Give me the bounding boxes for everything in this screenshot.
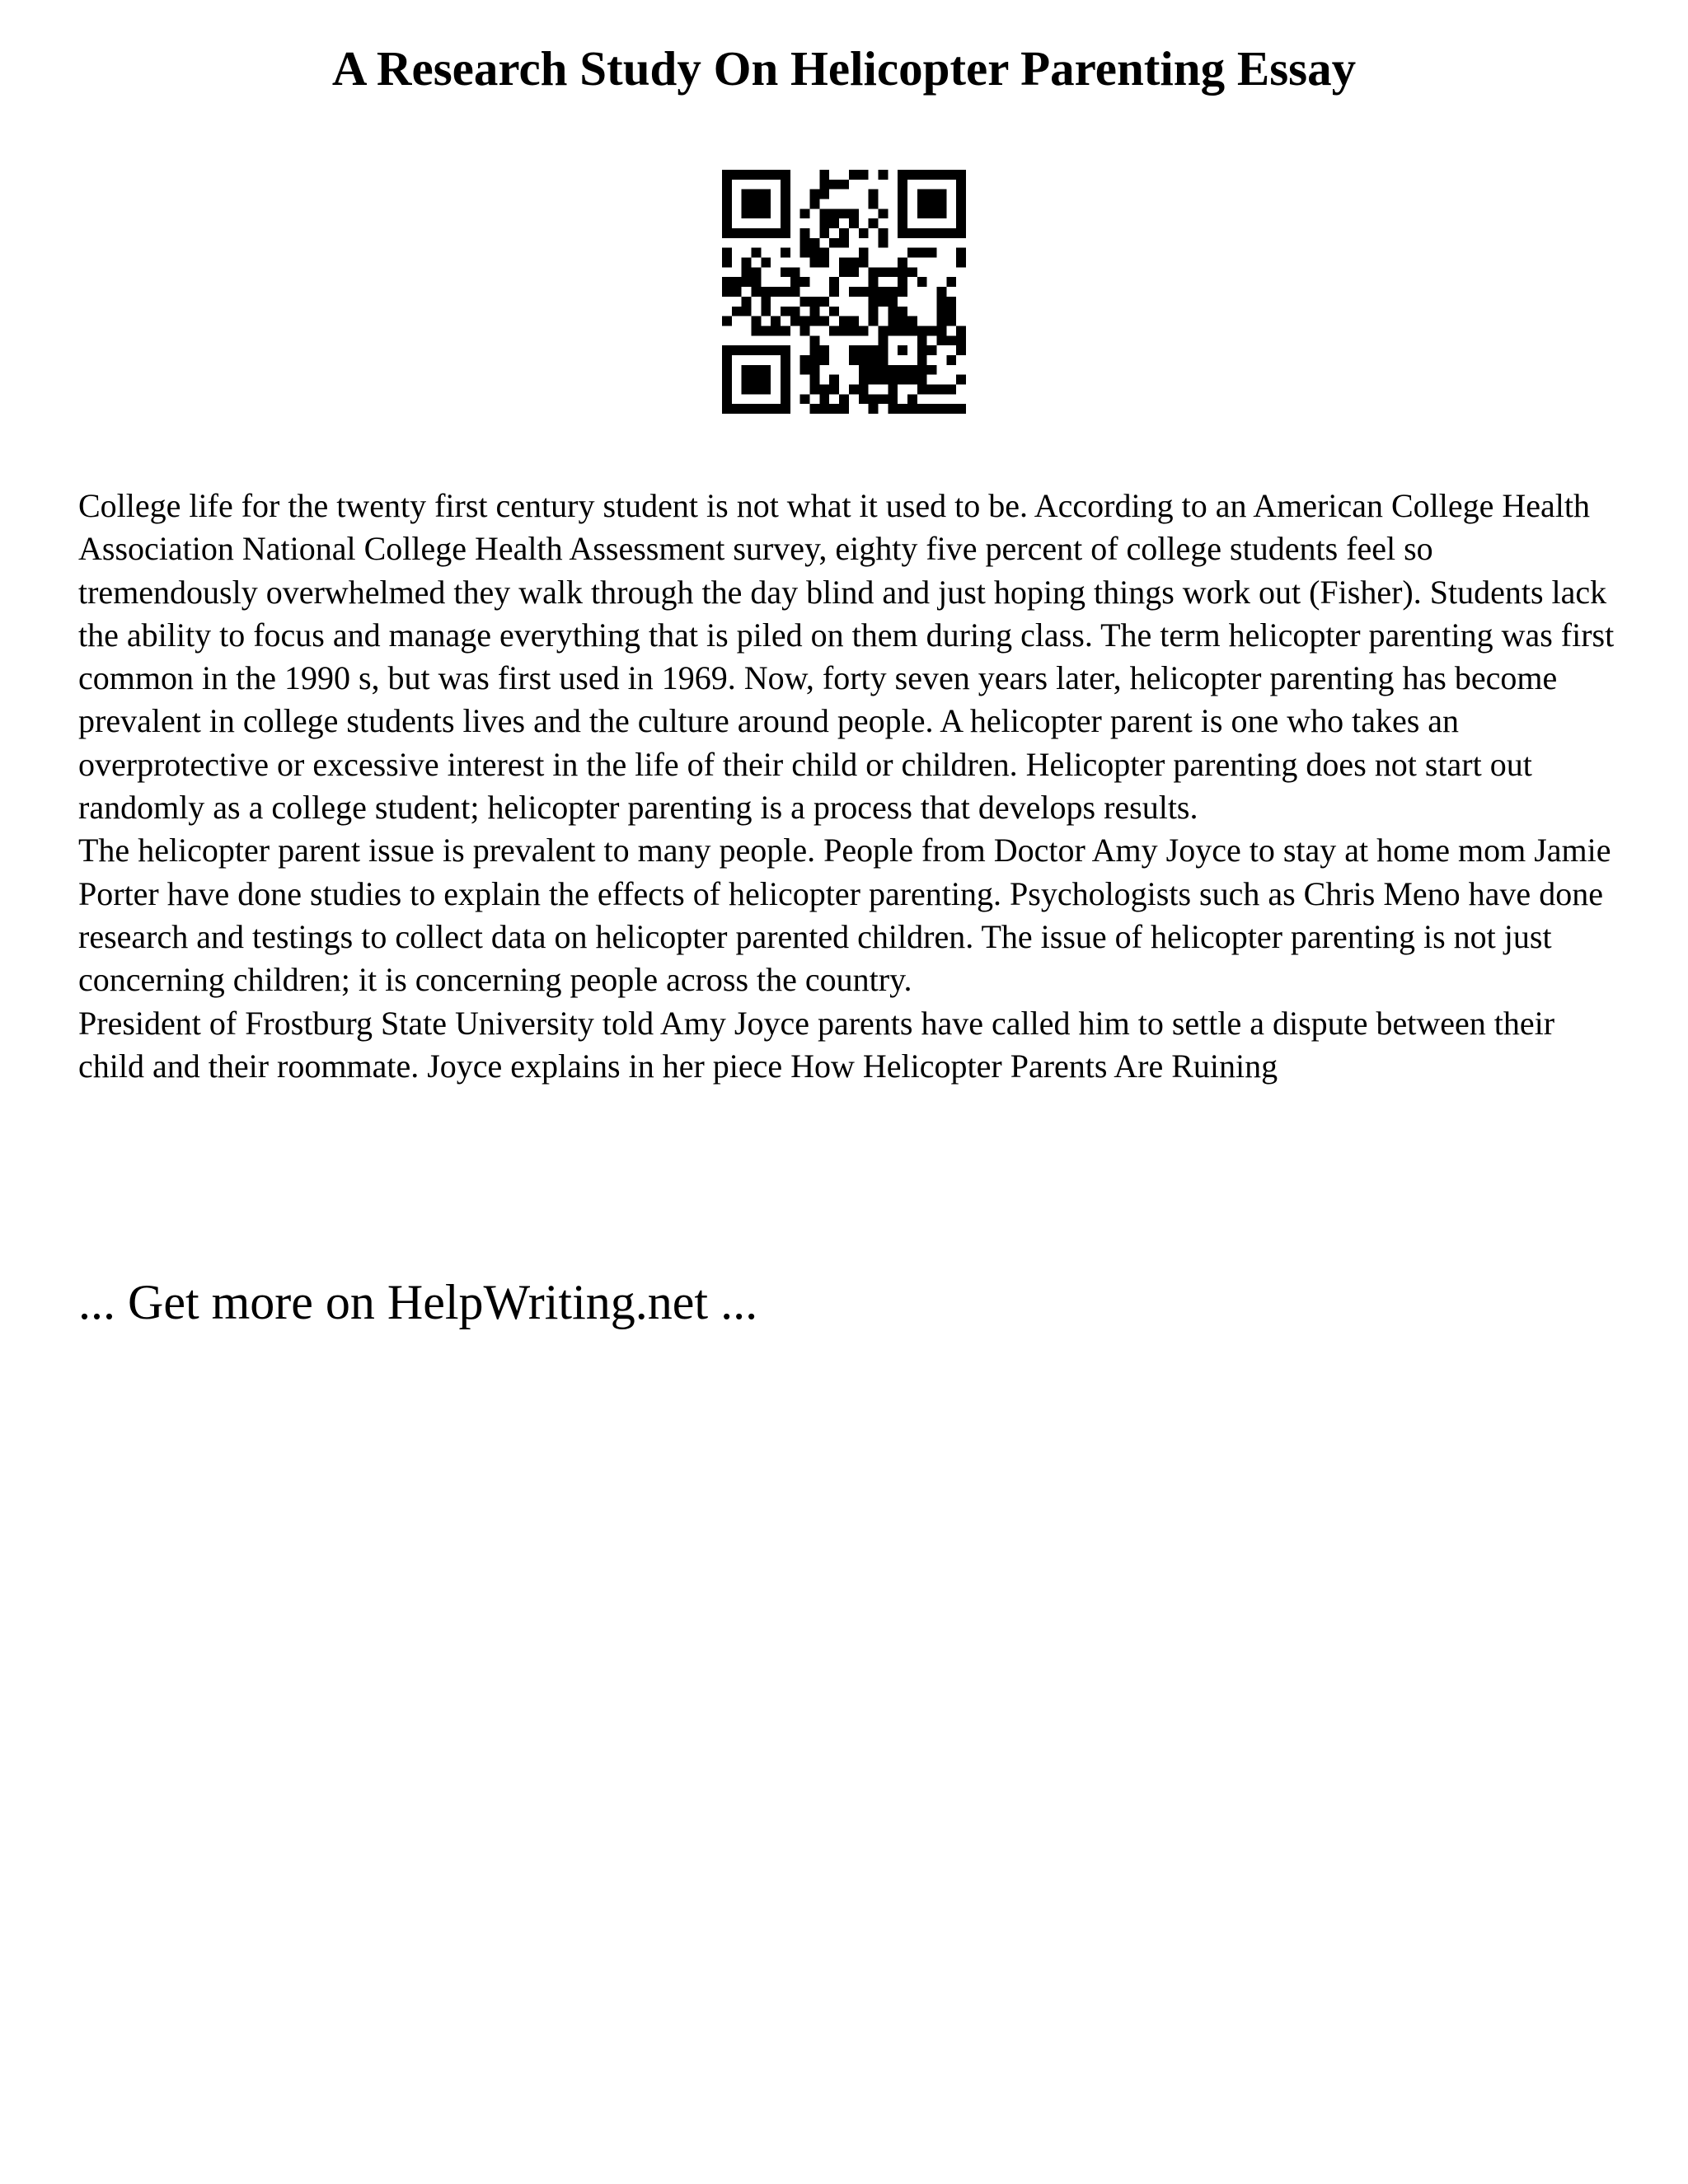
qr-module bbox=[732, 307, 742, 316]
qr-module bbox=[839, 326, 849, 335]
qr-module bbox=[819, 345, 829, 355]
qr-module bbox=[956, 404, 966, 414]
qr-module bbox=[810, 307, 820, 316]
qr-module bbox=[898, 375, 907, 385]
qr-timing bbox=[781, 248, 790, 258]
qr-module bbox=[819, 190, 829, 199]
qr-module bbox=[819, 170, 829, 180]
qr-module bbox=[752, 267, 762, 277]
qr-finder-top-left bbox=[742, 190, 771, 219]
qr-module bbox=[800, 365, 810, 375]
qr-module bbox=[956, 248, 966, 258]
qr-module bbox=[869, 365, 879, 375]
qr-module bbox=[888, 375, 898, 385]
qr-module bbox=[869, 307, 879, 316]
qr-module bbox=[898, 267, 907, 277]
qr-module bbox=[878, 170, 888, 180]
get-more-link[interactable]: ... Get more on HelpWriting.net ... bbox=[78, 1275, 758, 1329]
qr-module bbox=[888, 394, 898, 404]
qr-module bbox=[898, 316, 907, 326]
qr-module bbox=[878, 267, 888, 277]
qr-module bbox=[869, 218, 879, 228]
qr-module bbox=[761, 287, 771, 297]
qr-module bbox=[829, 218, 839, 228]
qr-alignment bbox=[878, 326, 888, 374]
qr-module bbox=[790, 277, 800, 287]
qr-module bbox=[859, 170, 869, 180]
qr-module bbox=[849, 345, 859, 355]
qr-module bbox=[761, 297, 771, 307]
qr-module bbox=[869, 297, 879, 307]
qr-module bbox=[819, 180, 829, 190]
qr-module bbox=[888, 267, 898, 277]
qr-module bbox=[790, 287, 800, 297]
qr-finder-top-left bbox=[722, 228, 790, 238]
qr-module bbox=[829, 180, 839, 190]
qr-module bbox=[829, 287, 839, 297]
qr-finder-top-left bbox=[781, 170, 790, 238]
qr-timing bbox=[878, 228, 888, 238]
qr-module bbox=[907, 267, 917, 277]
qr-module bbox=[878, 287, 888, 297]
qr-module bbox=[927, 248, 937, 258]
qr-module bbox=[752, 326, 762, 335]
qr-timing bbox=[800, 228, 810, 238]
qr-module bbox=[917, 277, 927, 287]
qr-module bbox=[761, 307, 771, 316]
qr-module bbox=[819, 258, 829, 268]
qr-timing bbox=[781, 326, 790, 335]
qr-module bbox=[859, 345, 869, 355]
qr-module bbox=[810, 297, 820, 307]
qr-module bbox=[898, 287, 907, 297]
qr-module bbox=[956, 345, 966, 355]
qr-module bbox=[849, 258, 859, 268]
qr-module bbox=[761, 326, 771, 335]
qr-module bbox=[956, 375, 966, 385]
qr-module bbox=[936, 326, 946, 335]
qr-module bbox=[839, 209, 849, 218]
qr-timing bbox=[781, 267, 790, 277]
qr-module bbox=[722, 287, 732, 297]
qr-finder-top-right bbox=[898, 170, 966, 180]
qr-module bbox=[722, 258, 732, 268]
qr-module bbox=[878, 394, 888, 404]
qr-module bbox=[800, 355, 810, 365]
qr-module bbox=[819, 355, 829, 365]
qr-module bbox=[869, 394, 879, 404]
qr-module bbox=[829, 326, 839, 335]
qr-module bbox=[790, 316, 800, 326]
qr-module bbox=[898, 277, 907, 287]
qr-module bbox=[907, 404, 917, 414]
qr-module bbox=[859, 326, 869, 335]
qr-module bbox=[819, 218, 829, 228]
qr-module bbox=[878, 238, 888, 248]
qr-module bbox=[829, 238, 839, 248]
qr-finder-top-left bbox=[722, 170, 732, 238]
qr-timing bbox=[859, 228, 869, 238]
qr-module bbox=[927, 404, 937, 414]
qr-module bbox=[829, 404, 839, 414]
qr-module bbox=[771, 316, 781, 326]
qr-module bbox=[839, 267, 849, 277]
qr-module bbox=[742, 267, 752, 277]
qr-timing bbox=[839, 228, 849, 238]
qr-module bbox=[898, 258, 907, 268]
qr-module bbox=[800, 277, 810, 287]
qr-module bbox=[859, 355, 869, 365]
qr-module bbox=[722, 248, 732, 258]
paragraph-3: President of Frostburg State University told Amy Joyce parents have called him to settle a dispute between their child and their roommate. Joyce explains in her piece How Helicopter Parents Are Ruining bbox=[78, 1004, 1555, 1085]
qr-module bbox=[907, 394, 917, 404]
qr-module bbox=[810, 199, 820, 209]
qr-module bbox=[888, 404, 898, 414]
qr-module bbox=[849, 209, 859, 218]
qr-module bbox=[878, 297, 888, 307]
qr-module bbox=[752, 248, 762, 258]
qr-module bbox=[849, 287, 859, 297]
qr-module bbox=[742, 297, 752, 307]
qr-module bbox=[869, 375, 879, 385]
qr-module bbox=[849, 316, 859, 326]
qr-module bbox=[839, 180, 849, 190]
qr-module bbox=[888, 297, 898, 307]
qr-module bbox=[829, 307, 839, 316]
qr-module bbox=[956, 258, 966, 268]
qr-finder-bottom-left bbox=[742, 365, 771, 395]
qr-module bbox=[849, 267, 859, 277]
qr-module bbox=[927, 326, 937, 335]
qr-module bbox=[878, 209, 888, 218]
qr-module bbox=[810, 365, 820, 375]
qr-module bbox=[907, 316, 917, 326]
qr-module bbox=[927, 384, 937, 394]
qr-module bbox=[927, 345, 937, 355]
qr-finder-top-left bbox=[722, 170, 790, 180]
qr-module bbox=[742, 258, 752, 268]
qr-module bbox=[878, 375, 888, 385]
qr-module bbox=[956, 326, 966, 335]
qr-module bbox=[829, 375, 839, 385]
qr-module bbox=[849, 218, 859, 228]
qr-module bbox=[800, 297, 810, 307]
essay-body bbox=[78, 485, 1620, 1088]
qr-module bbox=[898, 404, 907, 414]
qr-module bbox=[819, 394, 829, 404]
qr-module bbox=[946, 384, 956, 394]
qr-module bbox=[859, 365, 869, 375]
qr-module bbox=[839, 238, 849, 248]
qr-module bbox=[810, 355, 820, 365]
qr-module bbox=[810, 316, 820, 326]
qr-alignment bbox=[917, 326, 927, 374]
qr-module bbox=[800, 248, 810, 258]
qr-module bbox=[917, 384, 927, 394]
qr-timing bbox=[781, 307, 790, 316]
qr-module bbox=[888, 316, 898, 326]
qr-module bbox=[917, 375, 927, 385]
qr-module bbox=[829, 209, 839, 218]
qr-module bbox=[829, 384, 839, 394]
qr-module bbox=[869, 287, 879, 297]
qr-finder-top-right bbox=[917, 190, 947, 219]
page-title: A Research Study On Helicopter Parenting Essay bbox=[331, 41, 1357, 96]
qr-module bbox=[907, 248, 917, 258]
qr-module bbox=[839, 258, 849, 268]
qr-module bbox=[771, 326, 781, 335]
qr-module bbox=[849, 326, 859, 335]
qr-module bbox=[869, 355, 879, 365]
qr-module bbox=[869, 190, 879, 199]
qr-module bbox=[849, 384, 859, 394]
qr-module bbox=[956, 335, 966, 345]
qr-module bbox=[771, 287, 781, 297]
qr-module bbox=[859, 287, 869, 297]
qr-finder-bottom-left bbox=[781, 345, 790, 414]
qr-module bbox=[839, 316, 849, 326]
qr-module bbox=[946, 307, 956, 316]
qr-module bbox=[722, 316, 732, 326]
qr-module bbox=[936, 316, 946, 326]
qr-code-graphic bbox=[722, 170, 966, 414]
qr-finder-bottom-left bbox=[722, 404, 790, 414]
qr-module bbox=[810, 335, 820, 345]
qr-module bbox=[819, 404, 829, 414]
qr-module bbox=[936, 404, 946, 414]
qr-module bbox=[732, 277, 742, 287]
qr-module bbox=[839, 404, 849, 414]
qr-module bbox=[810, 404, 820, 414]
qr-module bbox=[917, 404, 927, 414]
qr-module bbox=[819, 316, 829, 326]
qr-module bbox=[722, 277, 732, 287]
qr-module bbox=[936, 384, 946, 394]
qr-module bbox=[907, 375, 917, 385]
qr-module bbox=[800, 238, 810, 248]
qr-module bbox=[732, 287, 742, 297]
qr-module bbox=[859, 248, 869, 258]
qr-timing bbox=[781, 287, 790, 297]
qr-module bbox=[946, 404, 956, 414]
qr-code-icon bbox=[722, 170, 966, 414]
qr-module bbox=[761, 258, 771, 268]
qr-finder-bottom-left bbox=[722, 345, 790, 355]
qr-finder-top-right bbox=[956, 170, 966, 238]
qr-module bbox=[859, 384, 869, 394]
qr-module bbox=[800, 326, 810, 335]
qr-module bbox=[752, 277, 762, 287]
qr-module bbox=[810, 384, 820, 394]
qr-module bbox=[888, 384, 898, 394]
qr-module bbox=[869, 345, 879, 355]
qr-module bbox=[819, 384, 829, 394]
qr-module bbox=[869, 316, 879, 326]
qr-module bbox=[742, 307, 752, 316]
qr-module bbox=[946, 355, 956, 365]
qr-timing bbox=[819, 228, 829, 238]
qr-module bbox=[810, 248, 820, 258]
qr-module bbox=[946, 316, 956, 326]
qr-module bbox=[936, 287, 946, 297]
qr-module bbox=[869, 267, 879, 277]
qr-finder-bottom-left bbox=[722, 345, 732, 414]
qr-module bbox=[849, 170, 859, 180]
qr-module bbox=[898, 307, 907, 316]
qr-alignment bbox=[898, 345, 907, 355]
qr-module bbox=[810, 345, 820, 355]
qr-module bbox=[810, 258, 820, 268]
qr-module bbox=[936, 335, 946, 345]
qr-module bbox=[946, 277, 956, 287]
qr-finder-top-right bbox=[898, 170, 907, 238]
paragraph-2: The helicopter parent issue is prevalent to many people. People from Doctor Amy Joyce to stay at home mom Jamie Porter have done studies to explain the effects of helicopter parenting. Psychologists such as Chris Meno have done research and testings to collect data on helicopter parented children. The issue of helicopter parenting is not just concerning children; it is concerning people across the country. bbox=[78, 832, 1611, 999]
qr-module bbox=[917, 248, 927, 258]
qr-module bbox=[859, 375, 869, 385]
qr-module bbox=[927, 365, 937, 375]
qr-module bbox=[839, 394, 849, 404]
qr-module bbox=[819, 248, 829, 258]
qr-module bbox=[800, 394, 810, 404]
qr-module bbox=[888, 287, 898, 297]
qr-module bbox=[790, 307, 800, 316]
qr-module bbox=[752, 316, 762, 326]
qr-module bbox=[819, 209, 829, 218]
qr-module bbox=[829, 277, 839, 287]
paragraph-1: College life for the twenty first century student is not what it used to be. According to an American College Health Association National College Health Assessment survey, eighty five percent of college students feel so tremendously overwhelmed they walk through the day blind and just hoping things work out (Fisher). Students lack the ability to focus and manage everything that is piled on them during class. The term helicopter parenting was first common in the 1990 s, but was first used in 1969. Now, forty seven years later, helicopter parenting has become prevalent in college students lives and the culture around people. A helicopter parent is one who takes an overprotective or excessive interest in the life of their child or children. Helicopter parenting does not start out randomly as a college student; helicopter parenting is a process that develops results. bbox=[78, 487, 1615, 827]
qr-module bbox=[946, 335, 956, 345]
qr-module bbox=[946, 297, 956, 307]
qr-module bbox=[800, 316, 810, 326]
qr-module bbox=[810, 190, 820, 199]
qr-module bbox=[742, 277, 752, 287]
qr-module bbox=[849, 355, 859, 365]
qr-module bbox=[810, 238, 820, 248]
qr-module bbox=[869, 277, 879, 287]
qr-module bbox=[936, 297, 946, 307]
qr-module bbox=[810, 375, 820, 385]
qr-module bbox=[869, 404, 879, 414]
qr-module bbox=[819, 297, 829, 307]
qr-module bbox=[859, 258, 869, 268]
qr-finder-top-right bbox=[898, 228, 966, 238]
qr-module bbox=[790, 267, 800, 277]
qr-module bbox=[859, 394, 869, 404]
qr-module bbox=[800, 209, 810, 218]
qr-module bbox=[936, 307, 946, 316]
qr-module bbox=[752, 287, 762, 297]
qr-module bbox=[869, 199, 879, 209]
qr-module bbox=[888, 307, 898, 316]
